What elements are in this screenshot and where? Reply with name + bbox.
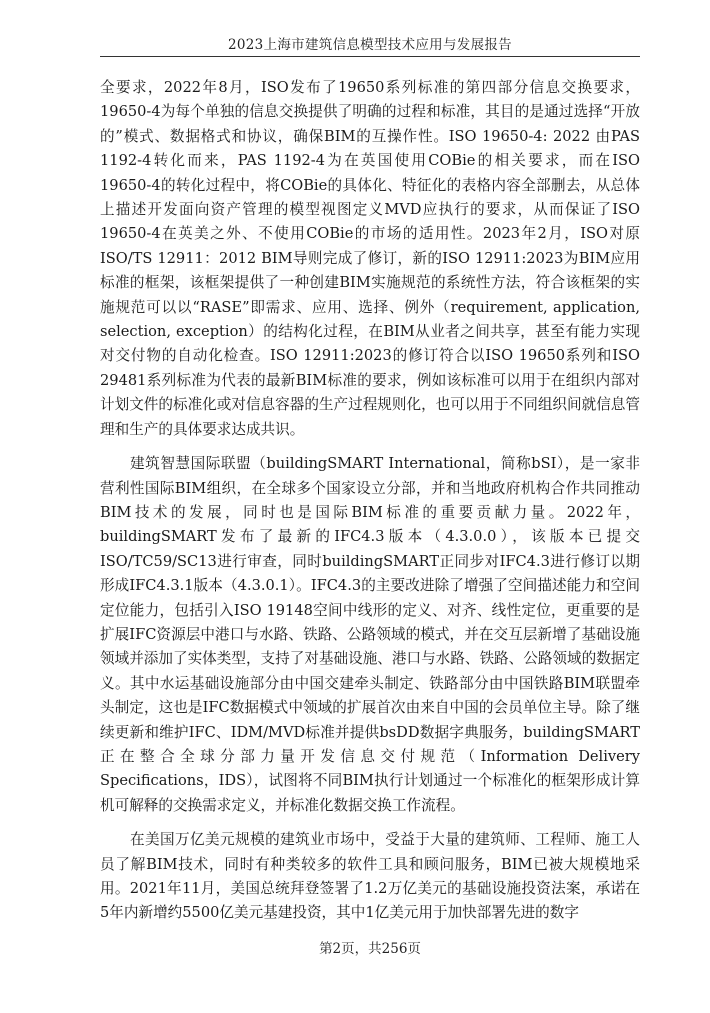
header-divider <box>100 56 640 57</box>
paragraph-us-market: 在美国万亿美元规模的建筑业市场中，受益于大量的建筑师、工程师、施工人员了解BIM技术，同时有种类较多的软件工具和顾问服务，BIM已被大规模地采用。2021年11月，美国总统拜登签署了1.2万亿美元的基础设施投资法案，承诺在5年内新增约5500亿美元基建投资，其中1亿美元用于加快部署先进的数字 <box>100 831 640 922</box>
paragraph-iso-standards: 全要求，2022年8月，ISO发布了19650系列标准的第四部分信息交换要求，19650-4为每个单独的信息交换提供了明确的过程和标准，其目的是通过选择“开放的”模式、数据格式和协议，确保BIM的互操作性。ISO 19650-4: 2022 由PAS 1192-4转化而来，PAS 1192-4为在英国使用COBie的相关要求，而在ISO 19650-4的转化过程中，将COBie的具体化、特征化的表格内容全部删去，从总体上描述开发面向资产管理的模型视图定义MVD应执行的要求，从而保证了ISO 19650-4在英美之外、不使用COBie的市场的适用性。2023年2月，ISO对原ISO/TS 12911：2012 BIM导则完成了修订，新的ISO 12911:2023为BIM应用标准的框架，该框架提供了一种创建BIM实施规范的系统性方法，符合该框架的实施规范可以以“RASE”即需求、应用、选择、例外（requirement, application, selection, exception）的结构化过程，在BIM从业者之间共享，甚至有能力实现对交付物的自动化检查。ISO 12911:2023的修订符合以ISO 19650系列和ISO 29481系列标准为代表的最新BIM标准的要求，例如该标准可以用于在组织内部对计划文件的标准化或对信息容器的生产过程规则化，也可以用于不同组织间就信息管理和生产的具体要求达成共识。 <box>100 79 640 438</box>
body-text <box>100 76 640 926</box>
running-header: 2023上海市建筑信息模型技术应用与发展报告 <box>228 37 512 53</box>
page-number: 第2页，共256页 <box>319 941 421 957</box>
paragraph-buildingsmart: 建筑智慧国际联盟（buildingSMART International，简称bSI），是一家非营利性国际BIM组织，在全球多个国家设立分部，并和当地政府机构合作共同推动BIM技术的发展，同时也是国际BIM标准的重要贡献力量。2022年，buildingSMART发布了最新的IFC4.3版本（4.3.0.0），该版本已提交ISO/TC59/SC13进行审查，同时buildingSMART正同步对IFC4.3进行修订以期形成IFC4.3.1版本（4.3.0.1）。IFC4.3的主要改进除了增强了空间描述能力和空间定位能力，包括引入ISO 19148空间中线形的定义、对齐、线性定位，更重要的是扩展IFC资源层中港口与水路、铁路、公路领域的模式，并在交互层新增了基础设施领域并添加了实体类型，支持了对基础设施、港口与水路、铁路、公路领域的数据定义。其中水运基础设施部分由中国交建牵头制定、铁路部分由中国铁路BIM联盟牵头制定，这也是IFC数据模式中领域的扩展首次由来自中国的会员单位主导。除了继续更新和维护IFC、IDM/MVD标准并提供bsDD数据字典服务，buildingSMART正在整合全球分部力量开发信息交付规范（Information Delivery Specifications，IDS），试图将不同BIM执行计划通过一个标准化的框架形成计算机可解释的交换需求定义，并标准化数据交换工作流程。 <box>100 455 640 814</box>
